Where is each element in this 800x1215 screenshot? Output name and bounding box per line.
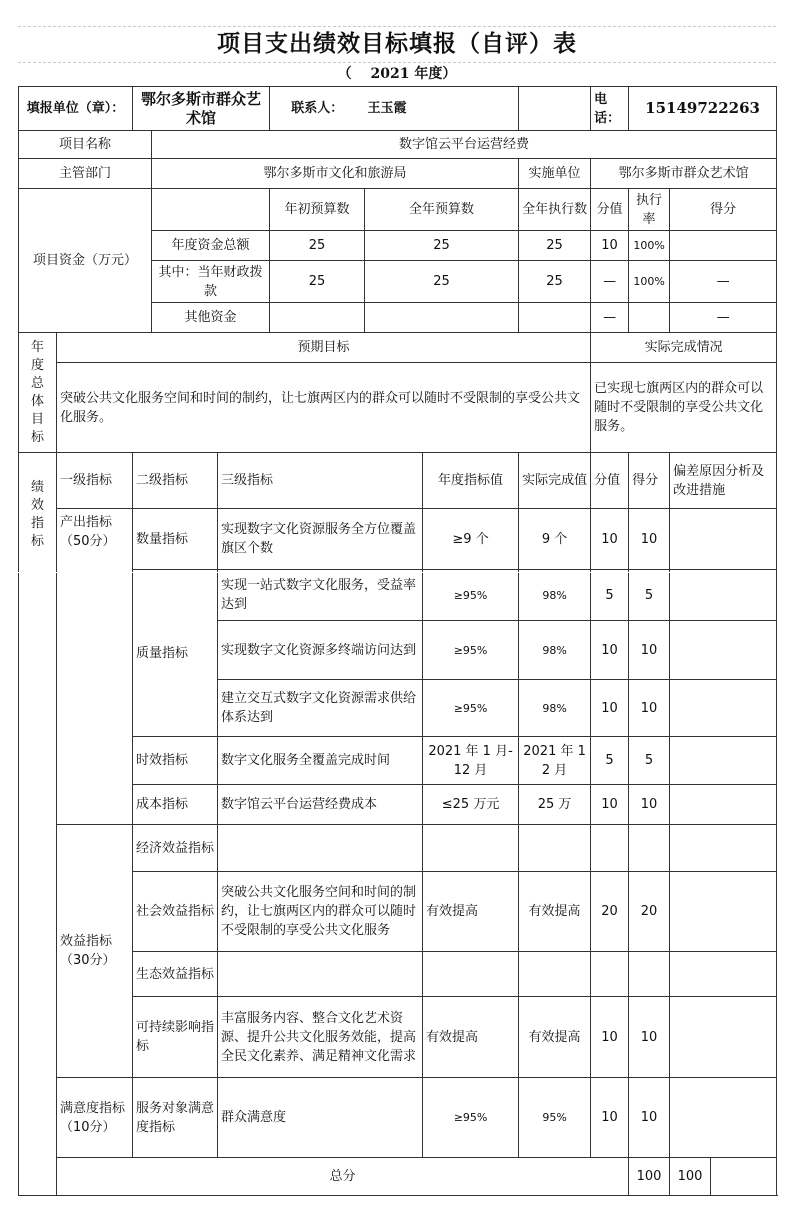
project-name-row bbox=[19, 131, 777, 159]
indicator-target: ≤25 万元 bbox=[423, 785, 519, 825]
fund-exec: 25 bbox=[519, 231, 591, 261]
fund-score bbox=[670, 231, 777, 261]
indicator-level3: 群众满意度 bbox=[218, 1078, 423, 1158]
indicator-row bbox=[19, 825, 777, 872]
expected-goal-label: 预期目标 bbox=[57, 333, 591, 363]
fund-score-val: 10 bbox=[591, 231, 629, 261]
indicator-analysis bbox=[670, 997, 777, 1078]
indicator-analysis bbox=[670, 1078, 777, 1158]
fund-score-val: — bbox=[591, 261, 629, 303]
indicator-level2: 服务对象满意度指标 bbox=[133, 1078, 218, 1158]
goals-label: 年度总体目标 bbox=[19, 333, 57, 453]
indicator-row bbox=[19, 737, 777, 785]
indicator-target bbox=[423, 825, 519, 872]
total-score-val: 100 bbox=[629, 1158, 670, 1196]
indicator-level2: 数量指标 bbox=[133, 509, 218, 570]
indicator-level2: 社会效益指标 bbox=[133, 872, 218, 952]
col-exec: 全年执行数 bbox=[519, 189, 591, 231]
fund-init: 25 bbox=[270, 261, 365, 303]
indicator-score-val: 10 bbox=[591, 680, 629, 737]
col-level2: 二级指标 bbox=[133, 453, 218, 509]
fund-full: 25 bbox=[365, 231, 519, 261]
funds-corner-cell bbox=[152, 189, 270, 231]
col-full-budget: 全年预算数 bbox=[365, 189, 519, 231]
col-actual: 实际完成值 bbox=[519, 453, 591, 509]
indicator-actual: 2021 年 12 月 bbox=[519, 737, 591, 785]
fund-score-val: — bbox=[591, 303, 629, 333]
total-row bbox=[19, 1158, 777, 1196]
indicator-score-val: 10 bbox=[591, 621, 629, 680]
indicator-level2: 可持续影响指标 bbox=[133, 997, 218, 1078]
indicator-actual: 98% bbox=[519, 680, 591, 737]
indicator-row bbox=[19, 1078, 777, 1158]
goals-content-row bbox=[19, 363, 777, 453]
indicator-actual bbox=[519, 825, 591, 872]
fund-init: 25 bbox=[270, 231, 365, 261]
indicator-analysis bbox=[670, 680, 777, 737]
indicator-level2: 质量指标 bbox=[133, 570, 218, 737]
fund-exec bbox=[519, 303, 591, 333]
col-level3: 三级指标 bbox=[218, 453, 423, 509]
impl-label: 实施单位 bbox=[519, 159, 591, 189]
col-init-budget: 年初预算数 bbox=[270, 189, 365, 231]
actual-goal-label: 实际完成情况 bbox=[591, 333, 777, 363]
funds-header-row bbox=[19, 189, 777, 231]
expected-goal-value: 突破公共文化服务空间和时间的制约，让七旗两区内的群众可以随时不受限制的享受公共文化服务。 bbox=[57, 363, 591, 453]
indicator-level3: 实现数字文化资源多终端访问达到 bbox=[218, 621, 423, 680]
fund-exec: 25 bbox=[519, 261, 591, 303]
indicator-score-val bbox=[591, 952, 629, 997]
indicator-score: 5 bbox=[629, 570, 670, 621]
indicator-analysis bbox=[670, 825, 777, 872]
col-target: 年度指标值 bbox=[423, 453, 519, 509]
indicator-level3: 数字馆云平台运营经费成本 bbox=[218, 785, 423, 825]
header-row bbox=[19, 87, 777, 131]
indicator-score-val: 5 bbox=[591, 737, 629, 785]
col-exec-rate: 执行率 bbox=[629, 189, 670, 231]
benefit-level1: 效益指标（30分） bbox=[57, 825, 133, 1078]
indicator-level3: 丰富服务内容、整合文化艺术资源、提升公共文化服务效能，提高全民文化素养、满足精神文化需求 bbox=[218, 997, 423, 1078]
indicator-row bbox=[19, 785, 777, 825]
indicator-row bbox=[19, 997, 777, 1078]
fund-name: 其中：当年财政拨款 bbox=[152, 261, 270, 303]
col-fund-score: 得分 bbox=[670, 189, 777, 231]
indicator-score: 10 bbox=[629, 621, 670, 680]
indicator-analysis bbox=[670, 570, 777, 621]
indicator-actual: 有效提高 bbox=[519, 997, 591, 1078]
indicator-score-val bbox=[591, 825, 629, 872]
indicator-level2: 经济效益指标 bbox=[133, 825, 218, 872]
dept-label: 主管部门 bbox=[19, 159, 152, 189]
project-name-label: 项目名称 bbox=[19, 131, 152, 159]
indicator-analysis bbox=[670, 509, 777, 570]
fund-rate: 100% bbox=[629, 231, 670, 261]
indicator-target: ≥95% bbox=[423, 1078, 519, 1158]
indicator-analysis bbox=[670, 737, 777, 785]
indicator-score bbox=[629, 952, 670, 997]
indicator-level2: 生态效益指标 bbox=[133, 952, 218, 997]
indicator-score-val: 5 bbox=[591, 570, 629, 621]
indicator-score: 5 bbox=[629, 737, 670, 785]
indicator-target: 2021 年 1 月-12 月 bbox=[423, 737, 519, 785]
indicator-score: 20 bbox=[629, 872, 670, 952]
indicator-actual: 98% bbox=[519, 570, 591, 621]
indicator-score: 10 bbox=[629, 1078, 670, 1158]
fund-rate bbox=[629, 303, 670, 333]
fund-score: — bbox=[670, 303, 777, 333]
total-label: 总分 bbox=[57, 1158, 629, 1196]
unit-label: 填报单位（章）： bbox=[19, 87, 133, 131]
indicator-level2: 成本指标 bbox=[133, 785, 218, 825]
indicator-score bbox=[629, 825, 670, 872]
fund-rate: 100% bbox=[629, 261, 670, 303]
indicator-level3: 建立交互式数字文化资源需求供给体系达到 bbox=[218, 680, 423, 737]
indicator-actual: 98% bbox=[519, 621, 591, 680]
year-line: （ 2021 年度） bbox=[337, 66, 457, 82]
unit-value: 鄂尔多斯市群众艺术馆 bbox=[133, 87, 270, 131]
actual-goal-value: 已实现七旗两区内的群众可以随时不受限制的享受公共文化服务。 bbox=[591, 363, 777, 453]
indicator-level3: 数字文化服务全覆盖完成时间 bbox=[218, 737, 423, 785]
satisfaction-level1: 满意度指标（10分） bbox=[57, 1078, 133, 1158]
indicator-score: 10 bbox=[629, 680, 670, 737]
project-name-value: 数字馆云平台运营经费 bbox=[152, 131, 777, 159]
indicator-analysis bbox=[670, 785, 777, 825]
department-row bbox=[19, 159, 777, 189]
indicator-analysis bbox=[670, 872, 777, 952]
header-empty-cell bbox=[519, 87, 591, 131]
indicator-target: ≥95% bbox=[423, 570, 519, 621]
indicator-actual: 25 万 bbox=[519, 785, 591, 825]
fund-name: 其他资金 bbox=[152, 303, 270, 333]
indicator-level3: 实现数字文化资源服务全方位覆盖旗区个数 bbox=[218, 509, 423, 570]
indicator-target: 有效提高 bbox=[423, 872, 519, 952]
indicator-target bbox=[423, 952, 519, 997]
indicator-score: 10 bbox=[629, 785, 670, 825]
indicator-score-val: 10 bbox=[591, 997, 629, 1078]
indicator-level3: 实现一站式数字文化服务，受益率达到 bbox=[218, 570, 423, 621]
contact-value: 王玉霞 bbox=[365, 87, 519, 131]
col-ind-score: 得分 bbox=[629, 453, 670, 509]
indicator-level2: 时效指标 bbox=[133, 737, 218, 785]
indicators-header-row bbox=[19, 453, 777, 509]
indicator-actual bbox=[519, 952, 591, 997]
fund-full: 25 bbox=[365, 261, 519, 303]
indicators-label: 绩效指标 bbox=[19, 453, 57, 1196]
indicator-row bbox=[19, 952, 777, 997]
page-break-line bbox=[18, 572, 776, 573]
dept-value: 鄂尔多斯市文化和旅游局 bbox=[152, 159, 519, 189]
indicator-score: 10 bbox=[629, 997, 670, 1078]
total-score: 100 bbox=[670, 1158, 711, 1196]
indicator-row bbox=[19, 570, 777, 621]
contact-label: 联系人： bbox=[270, 87, 365, 131]
page-title: 项目支出绩效目标填报（自评）表 bbox=[217, 30, 577, 57]
indicator-score-val: 10 bbox=[591, 1078, 629, 1158]
indicator-target: ≥9 个 bbox=[423, 509, 519, 570]
funds-label: 项目资金（万元） bbox=[19, 189, 152, 333]
goals-header-row bbox=[19, 333, 777, 363]
fund-full bbox=[365, 303, 519, 333]
indicator-level3: 突破公共文化服务空间和时间的制约，让七旗两区内的群众可以随时不受限制的享受公共文化服务 bbox=[218, 872, 423, 952]
indicator-target: 有效提高 bbox=[423, 997, 519, 1078]
col-level1: 一级指标 bbox=[57, 453, 133, 509]
fund-score: — bbox=[670, 261, 777, 303]
indicator-row bbox=[19, 509, 777, 570]
indicator-analysis bbox=[670, 621, 777, 680]
indicator-actual: 95% bbox=[519, 1078, 591, 1158]
fund-name: 年度资金总额 bbox=[152, 231, 270, 261]
fund-init bbox=[270, 303, 365, 333]
indicator-actual: 有效提高 bbox=[519, 872, 591, 952]
indicator-level3 bbox=[218, 825, 423, 872]
indicator-analysis bbox=[670, 952, 777, 997]
output-level1: 产出指标（50分） bbox=[57, 509, 133, 825]
indicator-actual: 9 个 bbox=[519, 509, 591, 570]
indicator-score-val: 10 bbox=[591, 785, 629, 825]
col-ind-score-val: 分值 bbox=[591, 453, 629, 509]
indicator-target: ≥95% bbox=[423, 680, 519, 737]
col-fund-score-val: 分值 bbox=[591, 189, 629, 231]
indicator-score-val: 20 bbox=[591, 872, 629, 952]
indicator-score: 10 bbox=[629, 509, 670, 570]
phone-value: 15149722263 bbox=[629, 87, 777, 131]
impl-value: 鄂尔多斯市群众艺术馆 bbox=[591, 159, 777, 189]
indicator-row bbox=[19, 872, 777, 952]
phone-label: 电话： bbox=[591, 87, 629, 131]
indicator-target: ≥95% bbox=[423, 621, 519, 680]
performance-table bbox=[18, 86, 777, 1196]
indicator-level3 bbox=[218, 952, 423, 997]
col-analysis: 偏差原因分析及改进措施 bbox=[670, 453, 777, 509]
total-analysis bbox=[711, 1158, 777, 1196]
indicator-score-val: 10 bbox=[591, 509, 629, 570]
